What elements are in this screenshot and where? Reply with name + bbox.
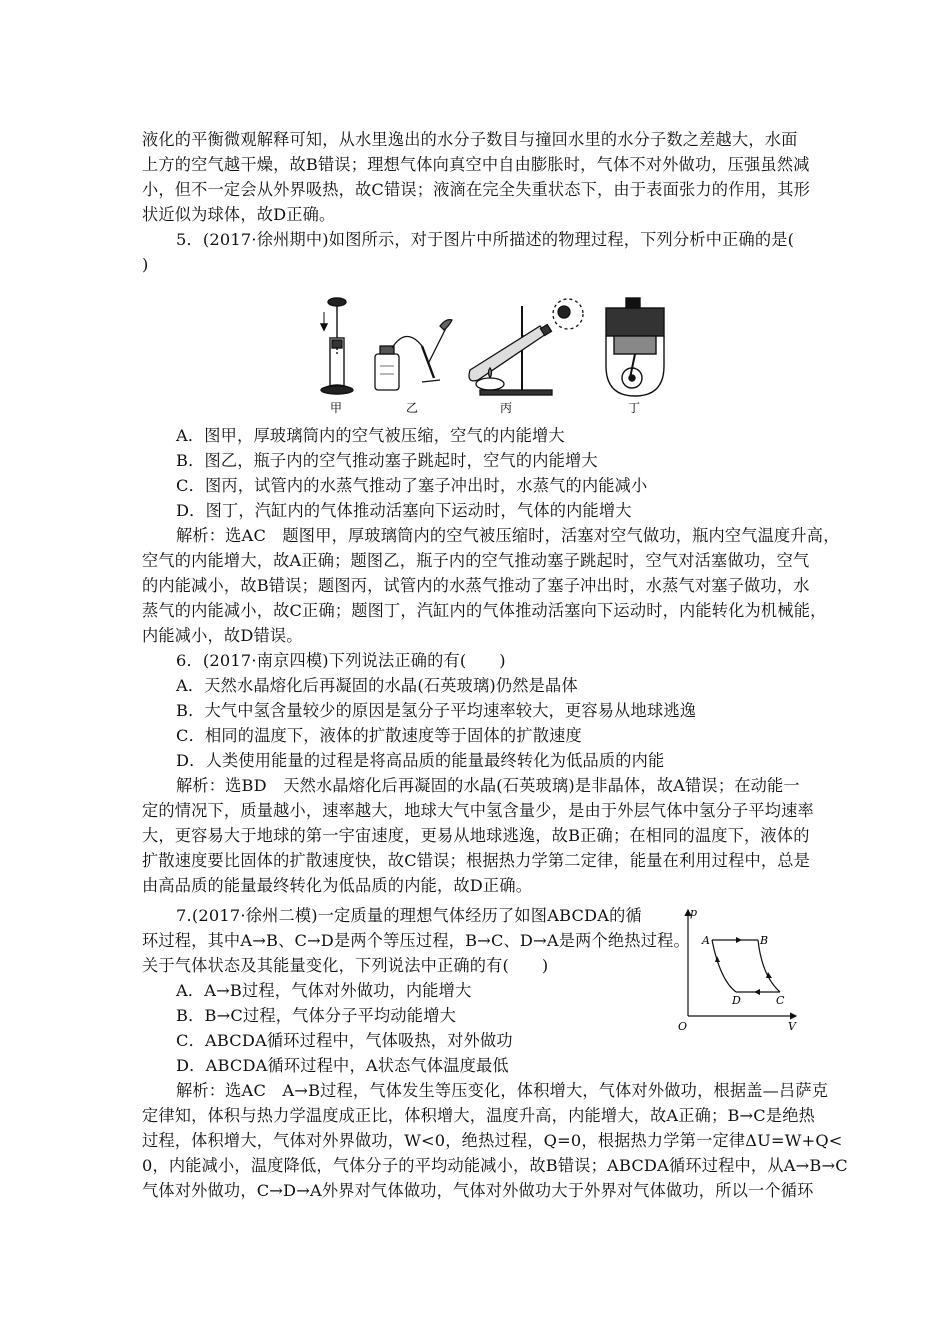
option-c: C．相同的温度下，液体的扩散速度等于固体的扩散速度 [176, 726, 582, 745]
apparatus-figure [310, 296, 670, 414]
origin-label: O [678, 1020, 688, 1032]
point-b-label: B [760, 934, 769, 947]
solution-line: 内能减小，故D错误。 [142, 626, 303, 645]
cd-arrow [754, 989, 760, 995]
option-b: B．图乙，瓶子内的空气推动塞子跳起时，空气的内能增大 [176, 451, 598, 470]
question-5-stem: 5．(2017·徐州期中)如图所示，对于图片中所描述的物理过程，下列分析中正确的是( [176, 230, 795, 249]
option-d: D．ABCDA循环过程中，A状态气体温度最低 [176, 1056, 509, 1075]
fig-yi-bottle-icon [375, 320, 452, 390]
option-a: A．图甲，厚玻璃筒内的空气被压缩，空气的内能增大 [176, 426, 565, 445]
option-d: D．图丁，汽缸内的气体推动活塞向下运动时，气体的内能增大 [176, 501, 632, 520]
option-a: A．天然水晶熔化后再凝固的水晶(石英玻璃)仍然是晶体 [176, 676, 578, 695]
caption-yi: 乙 [406, 401, 419, 414]
question-6-stem: 6．(2017·南京四模)下列说法正确的有( ) [176, 651, 506, 670]
caption-jia: 甲 [330, 401, 343, 414]
point-d-label: D [732, 994, 741, 1007]
solution-line: 解析：选BD 天然水晶熔化后再凝固的水晶(石英玻璃)是非晶体，故A错误；在动能一 [176, 776, 800, 795]
solution-line: 解析：选AC 题图甲，厚玻璃筒内的空气被压缩时，活塞对空气做功，瓶内空气温度升高， [176, 526, 840, 545]
option-b: B．B→C过程，气体分子平均动能增大 [176, 1006, 456, 1025]
solution-line: 解析：选AC A→B过程，气体发生等压变化，体积增大，气体对外做功，根据盖—吕萨克 [176, 1081, 829, 1100]
solution-line: 扩散速度要比固体的扩散速度快，故C错误；根据热力学第二定律，能量在利用过程中，总是 [142, 851, 811, 870]
solution-line: 空气的内能增大，故A正确；题图乙，瓶子内的空气推动塞子跳起时，空气对活塞做功，空气 [142, 551, 810, 570]
v-axis-label: V [788, 1020, 796, 1032]
caption-bing: 丙 [500, 401, 513, 414]
pv-diagram [676, 906, 806, 1032]
question-7-stem: 7.(2017·徐州二模)一定质量的理想气体经历了如图ABCDA的循 [176, 906, 642, 925]
solution-line: 大，更容易大于地球的第一宇宙速度，更易从地球逃逸，故B正确；在相同的温度下，液体的 [142, 826, 810, 845]
solution-line: 定的情况下，质量越小，速率越大，地球大气中氢含量少，是由于外层气体中氢分子平均速率 [142, 801, 814, 820]
caption-ding: 丁 [628, 401, 641, 414]
solution-line: 定律知，体积与热力学温度成正比，体积增大，温度升高，内能增大，故A正确；B→C是绝热 [142, 1106, 816, 1125]
ab-arrow [736, 937, 742, 943]
text-line: 关于气体状态及其能量变化，下列说法中正确的有( ) [142, 956, 549, 975]
point-a-label: A [702, 934, 710, 947]
solution-line: 蒸气的内能减小，故C正确；题图丁，汽缸内的气体推动活塞向下运动时，内能转化为机械能， [142, 601, 827, 620]
fig-ding-engine-icon [606, 298, 664, 396]
text-line: 状近似为球体，故D正确。 [142, 205, 336, 224]
bc-path [758, 940, 780, 992]
solution-line: 0，内能减小，温度降低，气体分子的平均动能减小，故B错误；ABCDA循环过程中，从A→B→C [142, 1156, 848, 1175]
fig-bing-testtube-icon [469, 299, 583, 395]
option-b: B．大气中氢含量较少的原因是氢分子平均速率较大，更容易从地球逃逸 [176, 701, 697, 720]
fig-jia-cylinder-icon [321, 298, 353, 394]
option-a: A．A→B过程，气体对外做功，内能增大 [176, 981, 472, 1000]
solution-line: 的内能减小，故B错误；题图丙，试管内的水蒸气推动了塞子冲出时，水蒸气对塞子做功，水 [142, 576, 810, 595]
solution-line: 气体对外做功，C→D→A外界对气体做功，气体对外做功大于外界对气体做功，所以一个循环 [142, 1181, 814, 1200]
text-line: 液化的平衡微观解释可知，从水里逸出的水分子数目与撞回水里的水分子数之差越大，水面 [142, 130, 798, 149]
solution-line: 由高品质的能量最终转化为低品质的内能，故D正确。 [142, 876, 533, 895]
da-path [712, 940, 736, 992]
option-d: D．人类使用能量的过程是将高品质的能量最终转化为低品质的内能 [176, 751, 665, 770]
p-axis-label: p [690, 906, 698, 919]
text-line: 环过程，其中A→B、C→D是两个等压过程，B→C、D→A是两个绝热过程。 [142, 931, 690, 950]
text-line: 上方的空气越干燥，故B错误；理想气体向真空中自由膨胀时，气体不对外做功，压强虽然减 [142, 155, 810, 174]
option-c: C．ABCDA循环过程中，气体吸热，对外做功 [176, 1031, 513, 1050]
question-5-paren: ) [142, 255, 149, 274]
text-line: 小，但不一定会从外界吸热，故C错误；液滴在完全失重状态下，由于表面张力的作用，其形 [142, 180, 811, 199]
point-c-label: C [776, 994, 785, 1007]
solution-line: 过程，体积增大，气体对外界做功，W<0，绝热过程，Q=0，根据热力学第一定律ΔU=W+Q< [142, 1131, 843, 1150]
option-c: C．图丙，试管内的水蒸气推动了塞子冲出时，水蒸气的内能减小 [176, 476, 648, 495]
